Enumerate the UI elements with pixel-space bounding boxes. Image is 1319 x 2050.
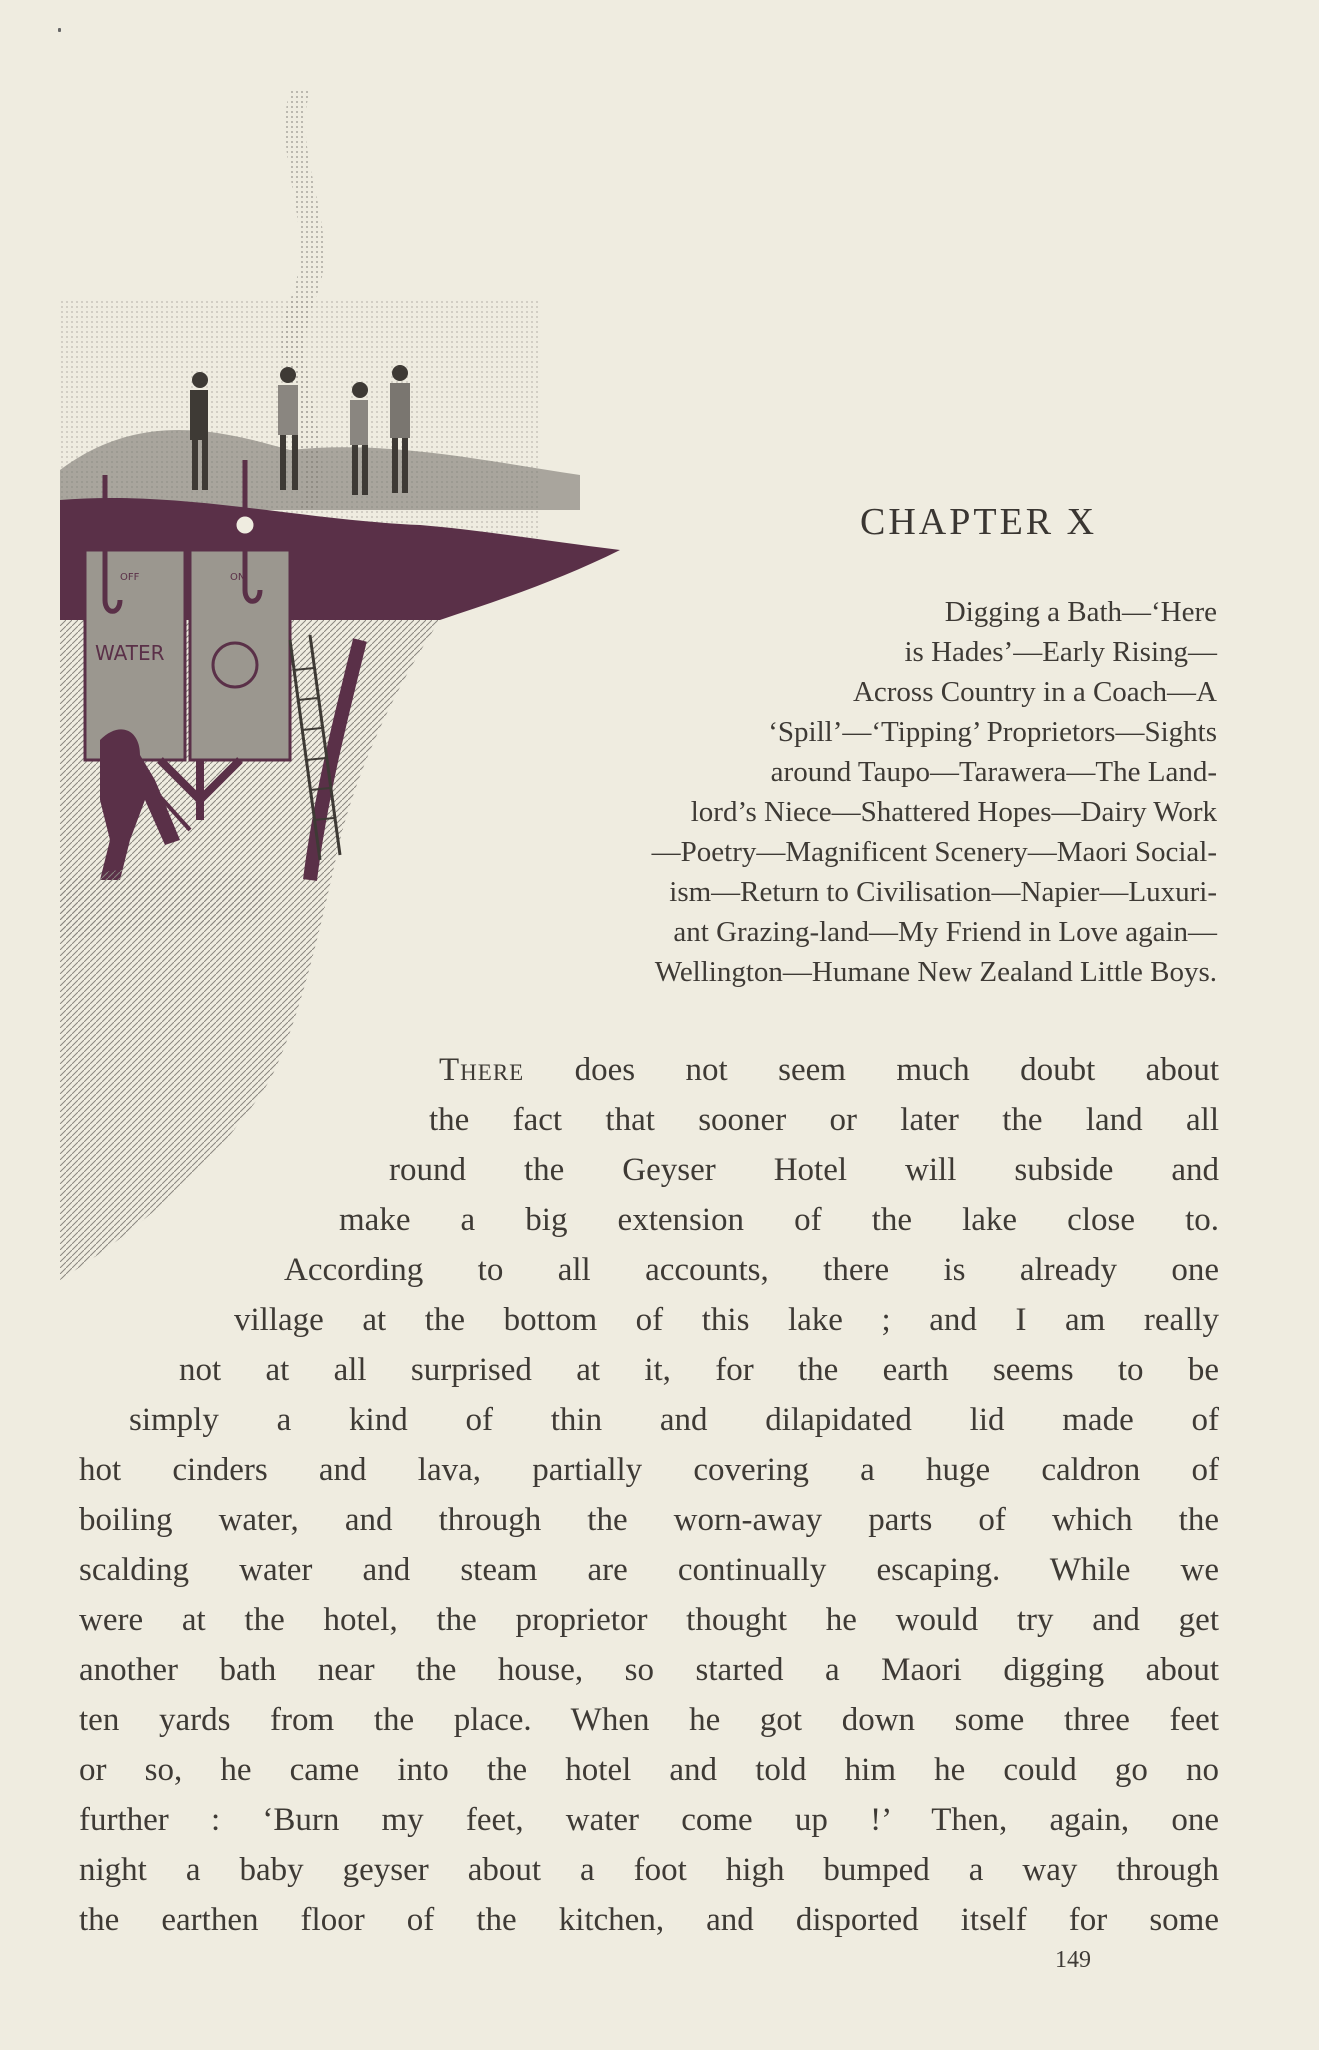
paper-speck <box>58 28 61 32</box>
summary-line: Wellington—Humane New Zealand Little Boys. <box>654 956 1217 988</box>
summary-line: ‘Spill’—‘Tipping’ Proprietors—Sights <box>768 716 1217 748</box>
summary-line: Digging a Bath—‘Here <box>944 596 1217 628</box>
summary-line: is Hades’—Early Rising— <box>904 636 1217 668</box>
body-line: ten yards from the place. When he got down some three feet <box>79 1702 1219 1738</box>
body-line: scalding water and steam are continually escaping. While we <box>79 1552 1219 1588</box>
summary-line: Across Country in a Coach—A <box>852 676 1217 708</box>
body-line: make a big extension of the lake close to. <box>339 1202 1219 1238</box>
summary-line: ism—Return to Civilisation—Napier—Luxuri- <box>669 876 1217 908</box>
body-line: simply a kind of thin and dilapidated lid made of <box>129 1402 1219 1438</box>
body-line: another bath near the house, so started a Maori digging about <box>79 1652 1219 1688</box>
chapter-title: CHAPTER X <box>860 501 1098 543</box>
tap-label-off: OFF <box>120 572 140 583</box>
opening-word: There <box>439 1052 525 1088</box>
body-line: According to all accounts, there is already one <box>284 1252 1219 1288</box>
summary-line: ant Grazing-land—My Friend in Love again— <box>673 916 1217 948</box>
body-line: round the Geyser Hotel will subside and <box>389 1152 1219 1188</box>
summary-line: lord’s Niece—Shattered Hopes—Dairy Work <box>690 796 1217 828</box>
body-line: further : ‘Burn my feet, water come up !’ Then, again, one <box>79 1802 1219 1838</box>
page-number: 149 <box>1055 1947 1091 1973</box>
body-line: the earthen floor of the kitchen, and disported itself for some <box>79 1902 1219 1938</box>
body-line: the fact that sooner or later the land all <box>429 1102 1219 1138</box>
summary-line: —Poetry—Magnificent Scenery—Maori Social- <box>651 836 1217 868</box>
body-line: were at the hotel, the proprietor thought he would try and get <box>79 1602 1219 1638</box>
body-line: village at the bottom of this lake ; and I am really <box>234 1302 1219 1338</box>
body-line: not at all surprised at it, for the earth seems to be <box>179 1352 1219 1388</box>
tap-label-on: ON <box>230 572 246 583</box>
body-line: hot cinders and lava, partially covering a huge caldron of <box>79 1452 1219 1488</box>
body-line: night a baby geyser about a foot high bumped a way through <box>79 1852 1219 1888</box>
summary-line: around Taupo—Tarawera—The Land- <box>770 756 1217 788</box>
body-line: boiling water, and through the worn-away parts of which the <box>79 1502 1219 1538</box>
body-line-text: does not seem much doubt about <box>524 1052 1219 1088</box>
body-line <box>439 1045 1219 1095</box>
body-line: or so, he came into the hotel and told him he could go no <box>79 1752 1219 1788</box>
tank-sign-text: WATER <box>95 641 165 665</box>
